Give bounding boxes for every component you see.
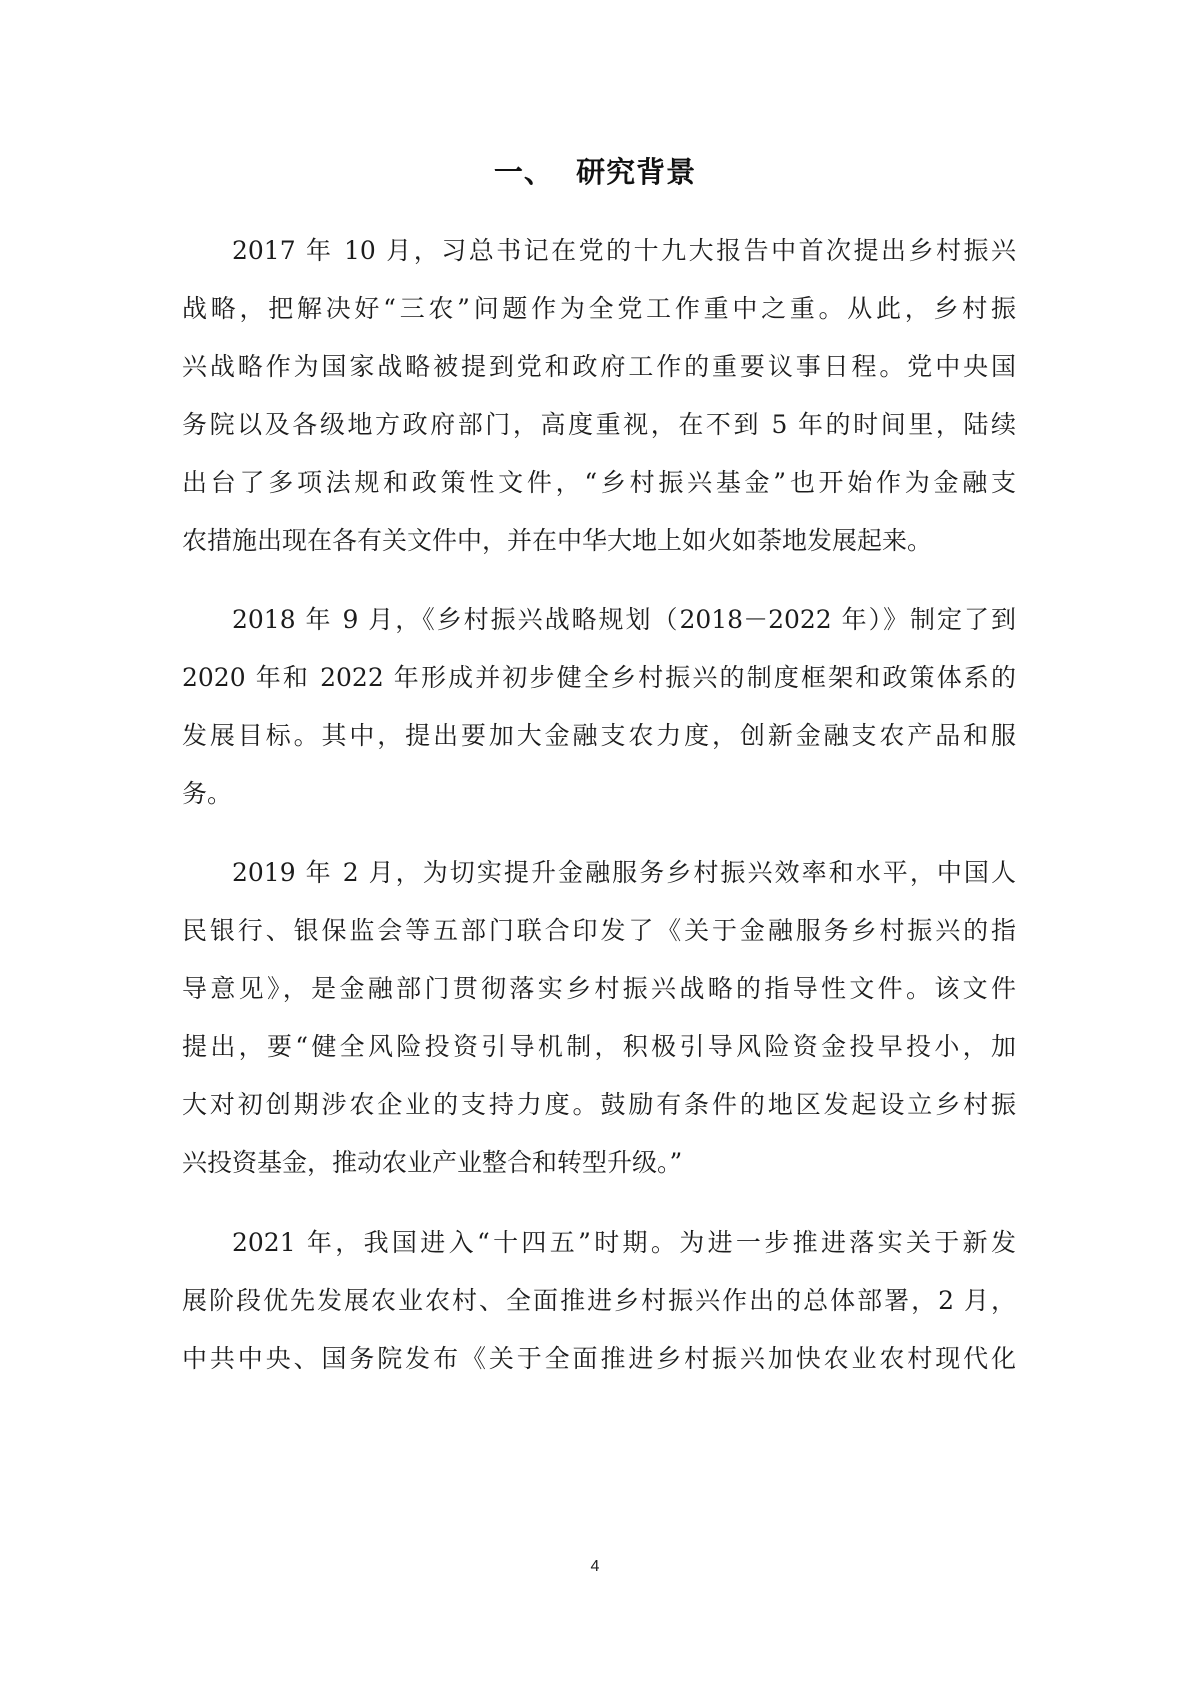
paragraph-2-line-1: 2018 年 9 月，《乡村振兴战略规划（2018－2022 年）》制定了到 bbox=[232, 605, 1016, 634]
paragraph-1-line-3: 兴战略作为国家战略被提到党和政府工作的重要议事日程。党中央国 bbox=[182, 352, 1016, 381]
section-heading bbox=[0, 152, 1190, 192]
paragraph-1-line-2: 战略，把解决好“三农”问题作为全党工作重中之重。从此，乡村振 bbox=[182, 294, 1016, 323]
paragraph-2-line-3: 发展目标。其中，提出要加大金融支农力度，创新金融支农产品和服 bbox=[182, 721, 1016, 750]
section-number: 一、 bbox=[493, 155, 554, 189]
page-number: 4 bbox=[590, 1558, 600, 1575]
paragraph-4-line-3: 中共中央、国务院发布《关于全面推进乡村振兴加快农业农村现代化 bbox=[182, 1344, 1016, 1373]
paragraph-2-line-2: 2020 年和 2022 年形成并初步健全乡村振兴的制度框架和政策体系的 bbox=[182, 663, 1016, 692]
paragraph-2-line-4: 务。 bbox=[182, 779, 233, 808]
section-title: 研究背景 bbox=[576, 155, 697, 189]
paragraph-3-line-4: 提出，要“健全风险投资引导机制，积极引导风险资金投早投小，加 bbox=[182, 1032, 1016, 1061]
paragraph-4-line-1: 2021 年，我国进入“十四五”时期。为进一步推进落实关于新发 bbox=[232, 1228, 1016, 1257]
paragraph-3-line-1: 2019 年 2 月，为切实提升金融服务乡村振兴效率和水平，中国人 bbox=[232, 858, 1016, 887]
paragraph-3-line-2: 民银行、银保监会等五部门联合印发了《关于金融服务乡村振兴的指 bbox=[182, 916, 1016, 945]
paragraph-3-line-3: 导意见》，是金融部门贯彻落实乡村振兴战略的指导性文件。该文件 bbox=[182, 974, 1016, 1003]
paragraph-1-line-1: 2017 年 10 月，习总书记在党的十九大报告中首次提出乡村振兴 bbox=[232, 236, 1016, 265]
paragraph-1-line-5: 出台了多项法规和政策性文件，“乡村振兴基金”也开始作为金融支 bbox=[182, 468, 1016, 497]
paragraph-1-line-6: 农措施出现在各有关文件中，并在中华大地上如火如荼地发展起来。 bbox=[182, 526, 933, 555]
paragraph-4-line-2: 展阶段优先发展农业农村、全面推进乡村振兴作出的总体部署，2 月， bbox=[182, 1286, 1016, 1315]
paragraph-1-line-4: 务院以及各级地方政府部门，高度重视，在不到 5 年的时间里，陆续 bbox=[182, 410, 1016, 439]
paragraph-3-line-5: 大对初创期涉农企业的支持力度。鼓励有条件的地区发起设立乡村振 bbox=[182, 1090, 1016, 1119]
paragraph-3-line-6: 兴投资基金，推动农业产业整合和转型升级。” bbox=[182, 1148, 683, 1177]
